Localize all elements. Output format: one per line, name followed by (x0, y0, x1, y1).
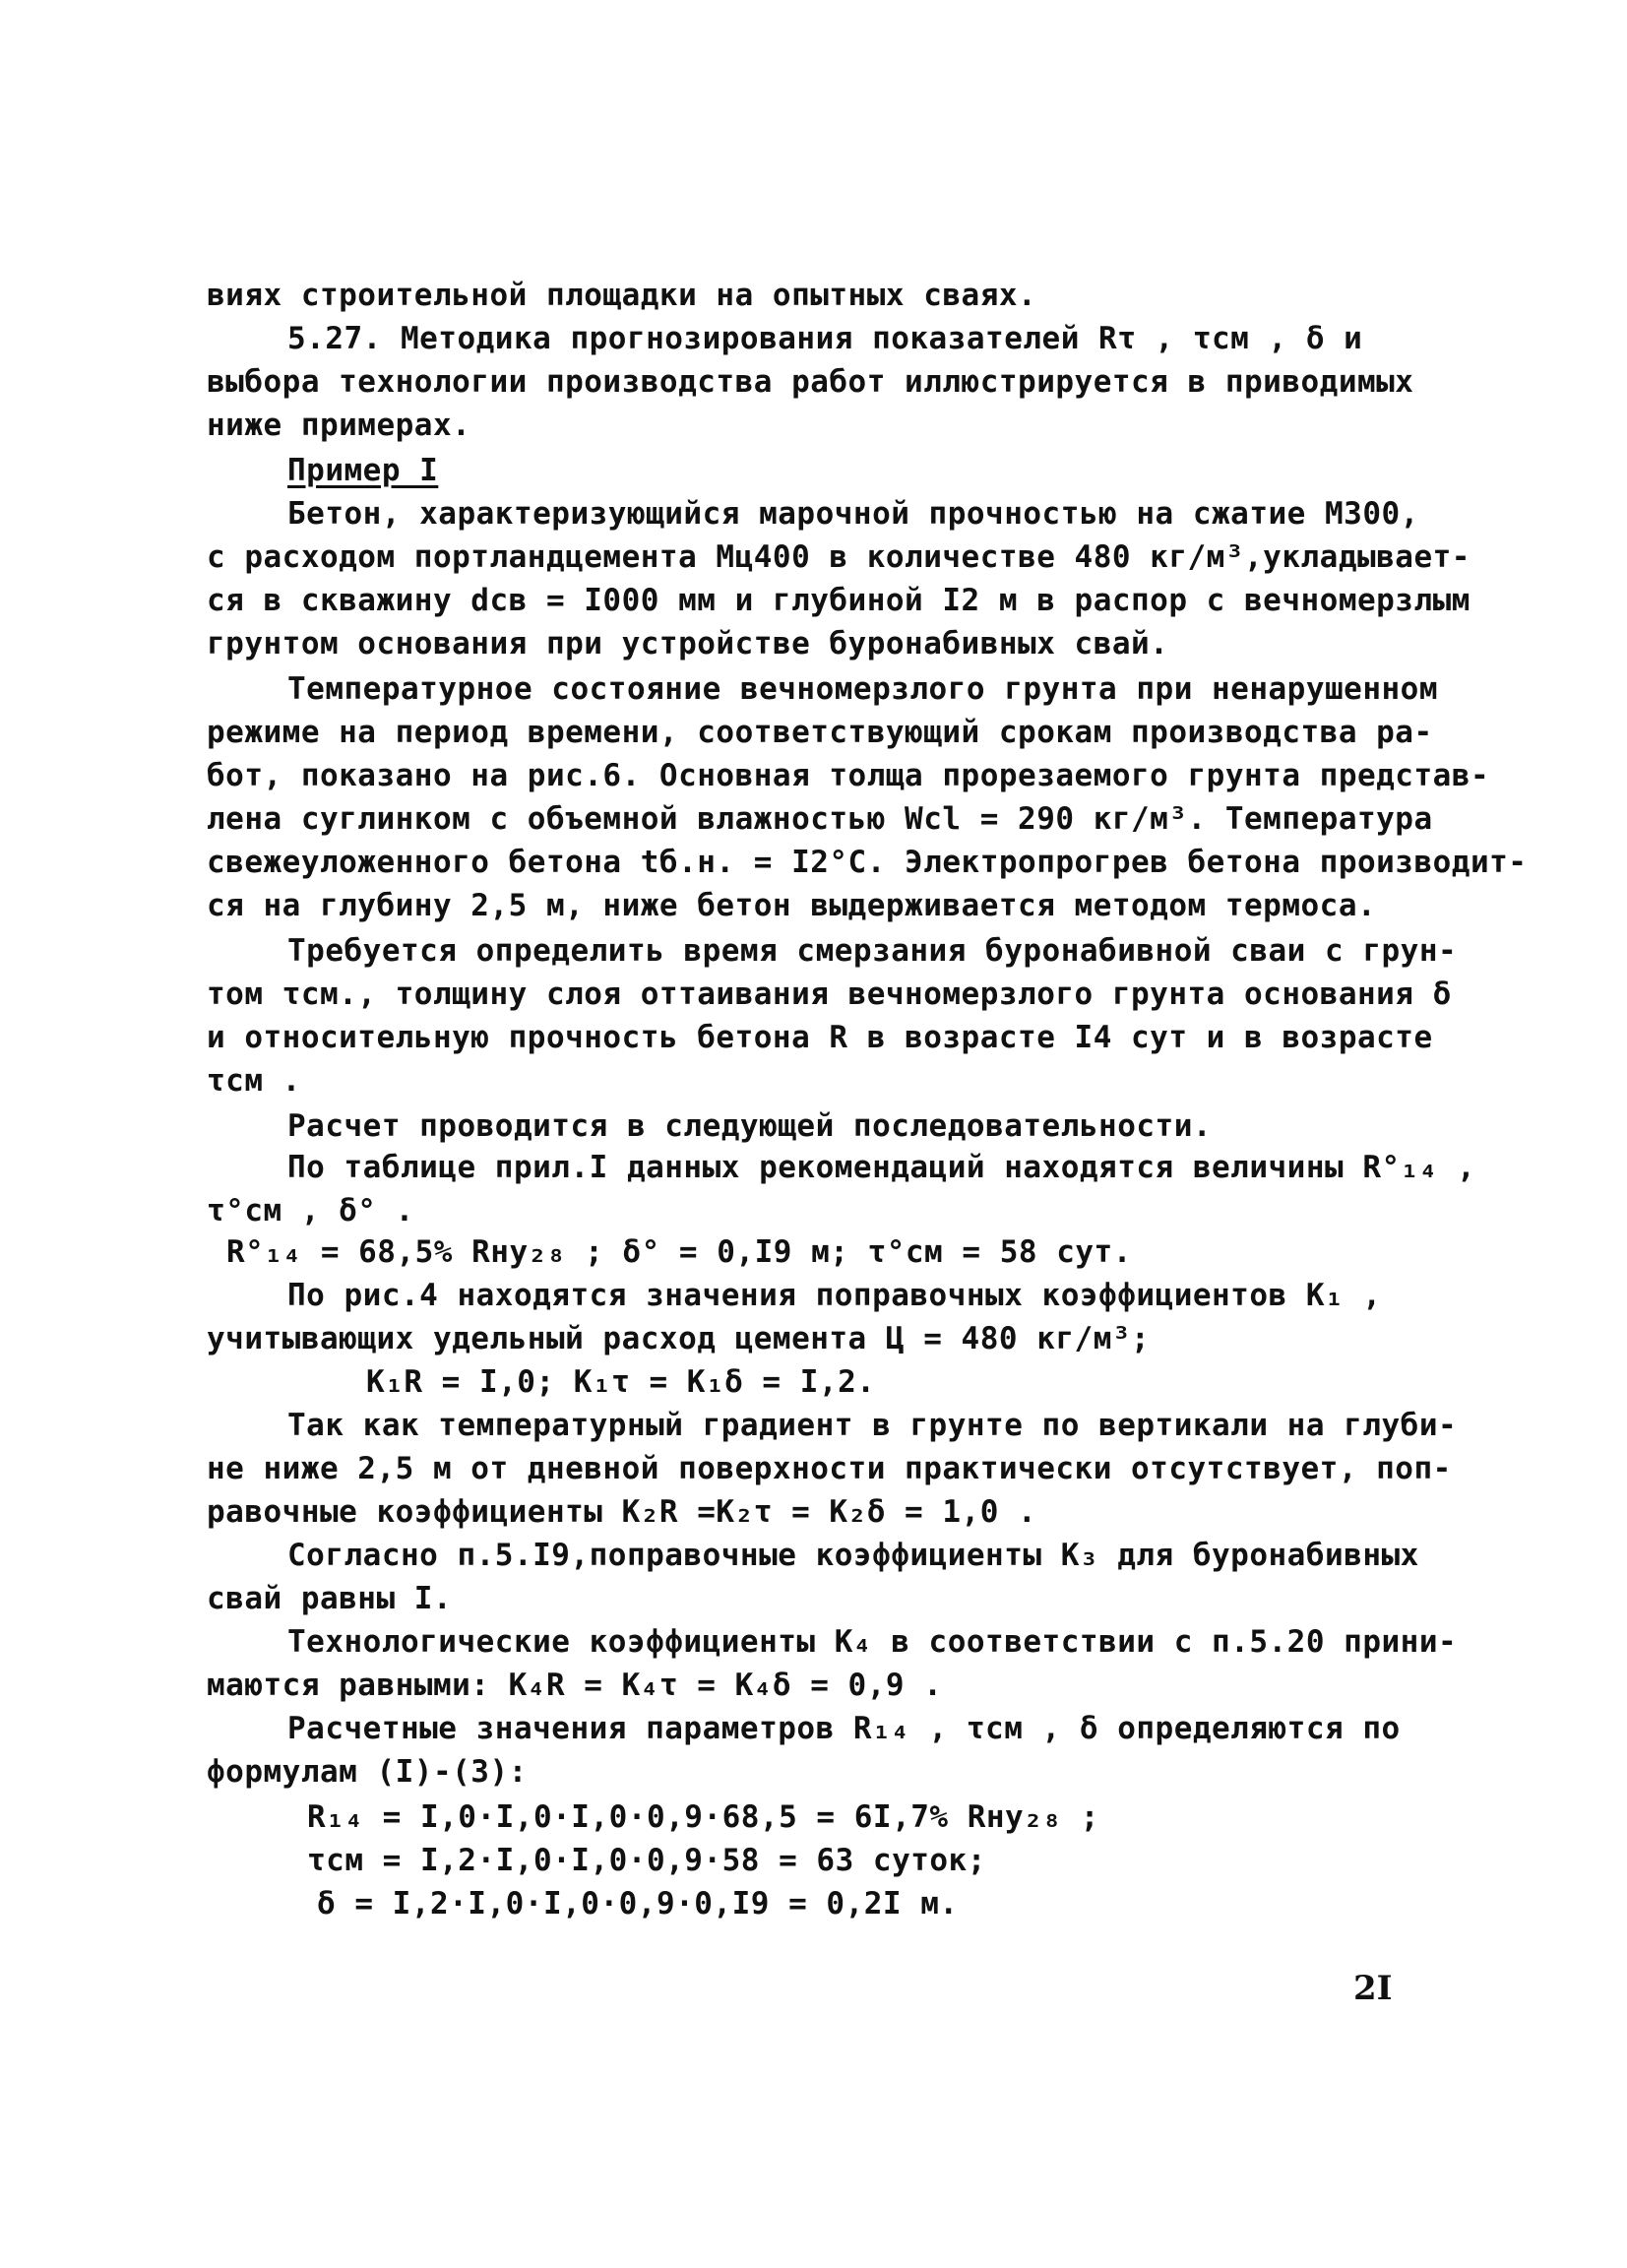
text-line-9: грунтом основания при устройстве буронабивных свай. (207, 626, 1169, 662)
text-line-35: формулам (I)-(3): (207, 1754, 528, 1790)
text-line-29: равочные коэффициенты K₂R =K₂τ = K₂δ = 1,0 . (207, 1494, 1037, 1530)
text-line-19: τсм . (207, 1063, 301, 1099)
text-line-4: ниже примерах. (207, 408, 471, 443)
page-number: 2I (1353, 1969, 1393, 2008)
text-line-10: Температурное состояние вечномерзлого грунта при ненарушенном (287, 671, 1438, 707)
text-line-33: маются равными: K₄R = K₄τ = K₄δ = 0,9 . (207, 1668, 943, 1703)
text-line-1: виях строительной площадки на опытных сваях. (207, 278, 1037, 313)
text-line-34: Расчетные значения параметров R₁₄ , τсм , δ определяются по (287, 1711, 1401, 1746)
text-line-2: 5.27. Методика прогнозирования показателей Rτ , τсм , δ и (287, 321, 1363, 356)
text-line-27: Так как температурный градиент в грунте по вертикали на глуби- (287, 1408, 1458, 1443)
text-line-17: том τсм., толщину слоя оттаивания вечномерзлого грунта основания δ (207, 976, 1452, 1012)
text-line-21: По таблице прил.I данных рекомендаций находятся величины R°₁₄ , (287, 1150, 1476, 1185)
text-line-15: ся на глубину 2,5 м, ниже бетон выдерживается методом термоса. (207, 888, 1377, 923)
text-line-3: выбора технологии производства работ иллюстрируется в приводимых (207, 364, 1414, 400)
text-line-30: Согласно п.5.I9,поправочные коэффициенты K₃ для буронабивных (287, 1538, 1419, 1573)
text-line-16: Требуется определить время смерзания буронабивной сваи с грун- (287, 933, 1458, 969)
text-line-31: свай равны I. (207, 1581, 453, 1616)
formula-line-4: τсм = I,2·I,0·I,0·0,9·58 = 63 суток; (307, 1843, 986, 1878)
example-heading: Пример I (287, 453, 439, 488)
text-line-28: не ниже 2,5 м от дневной поверхности практически отсутствует, поп- (207, 1451, 1452, 1486)
text-line-22: τ°см , δ° . (207, 1193, 414, 1228)
text-line-12: бот, показано на рис.6. Основная толща прорезаемого грунта представ- (207, 758, 1490, 793)
text-line-32: Технологические коэффициенты K₄ в соответствии с п.5.20 прини- (287, 1624, 1458, 1660)
text-line-14: свежеуложенного бетона tб.н. = I2°С. Электропрогрев бетона производит- (207, 845, 1528, 880)
text-line-18: и относительную прочность бетона R в возрасте I4 сут и в возрасте (207, 1020, 1433, 1055)
text-line-24: По рис.4 находятся значения поправочных коэффициентов K₁ , (287, 1278, 1382, 1313)
text-line-7: с расходом портландцемента Мц400 в количестве 480 кг/м³,укладывает- (207, 539, 1471, 575)
formula-line-3: R₁₄ = I,0·I,0·I,0·0,9·68,5 = 6I,7% Rну₂₈ ; (307, 1799, 1099, 1835)
formula-line-2: K₁R = I,0; K₁τ = K₁δ = I,2. (366, 1364, 876, 1400)
text-line-11: режиме на период времени, соответствующий срокам производства ра- (207, 715, 1433, 750)
text-line-6: Бетон, характеризующийся марочной прочностью на сжатие М300, (287, 496, 1419, 532)
text-line-20: Расчет проводится в следующей последовательности. (287, 1108, 1213, 1144)
formula-line-1: R°₁₄ = 68,5% Rну₂₈ ; δ° = 0,I9 м; τ°см = 58 сут. (226, 1234, 1132, 1270)
formula-line-5: δ = I,2·I,0·I,0·0,9·0,I9 = 0,2I м. (317, 1886, 959, 1922)
text-line-13: лена суглинком с объемной влажностью Wсl = 290 кг/м³. Температура (207, 801, 1433, 837)
text-line-8: ся в скважину dсв = I000 мм и глубиной I2 м в распор с вечномерзлым (207, 583, 1471, 618)
text-line-25: учитывающих удельный расход цемента Ц = 480 кг/м³; (207, 1321, 1151, 1356)
